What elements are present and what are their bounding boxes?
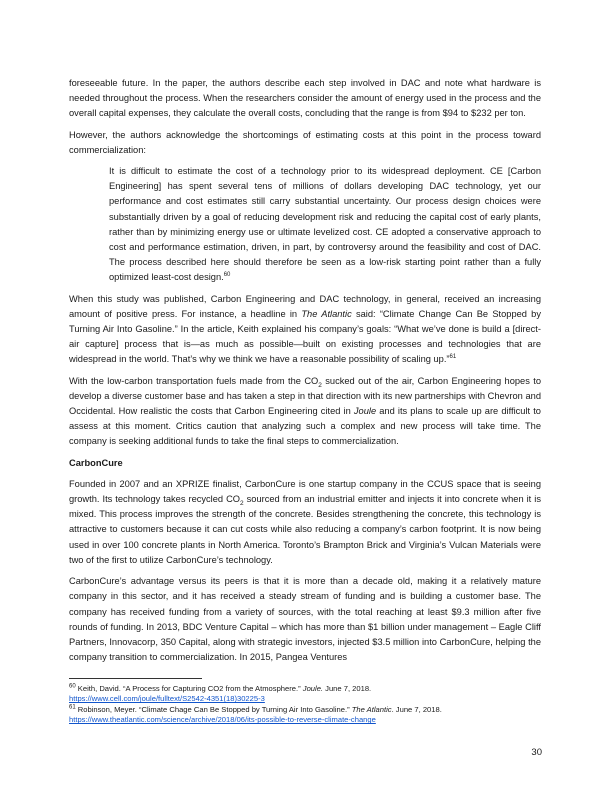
- text-run: and its plans to scale up are difficult to assess at this moment. Critics caution that analyzing such a complex and new process will take time. The company is seeking additional funds to take the final steps to commercialization.: [69, 406, 541, 447]
- body-text: [69, 76, 541, 671]
- text-run: With the low-carbon transportation fuels made from the CO: [69, 375, 319, 386]
- footnote-link[interactable]: https://www.theatlantic.com/science/archive/2018/06/its-possible-to-reverse-climate-change: [69, 715, 376, 725]
- quote-text: It is difficult to estimate the cost of a technology prior to its widespread deployment. CE [Carbon Engineering] has spent several tens of millions of dollars developing DAC technology, yet our performance and cost estimates still carry substantial uncertainty. Our process design choices were substantially driven by a goal of reducing development risk and reducing the capital cost of early plants, rather than by minimizing energy use or ultimate levelized cost. CE adopted a conservative approach to cost and performance estimation, driven, in part, by controversy around the feasibility and cost of DAC. The process described here should therefore be seen as a low-risk starting point rather than a fully optimized least-cost design.: [109, 166, 541, 283]
- footnote-60: [69, 684, 541, 705]
- publication-title: The Atlantic: [351, 704, 392, 714]
- footnote-ref-60: 60: [223, 272, 231, 279]
- paragraph: However, the authors acknowledge the shortcomings of estimating costs at this point in the process toward commercialization:: [69, 129, 541, 155]
- paragraph: [69, 477, 541, 568]
- footnote-text: June 7, 2018.: [323, 684, 372, 693]
- footnotes: [69, 684, 541, 726]
- text-run: When this study was published, Carbon Engineering and DAC technology, in general, received an increasing amount of positive press. For instance, a headline in: [69, 293, 541, 319]
- text-run: sourced from an industrial emitter and injects it into concrete when it is mixed. This process improves the strength of the concrete. Besides strengthening the concrete, this technology is attractive to customers because it can cut costs while also reducing a company’s carbon footprint. It is now being used in over 100 concrete plants in North America. Toronto’s Brampton Brick and Virginia’s Vulcan Materials were two of the first to utilize CarbonCure’s technology.: [69, 494, 541, 565]
- section-heading: CarbonCure: [69, 457, 123, 468]
- text-run: said: “Climate Change Can Be Stopped by Turning Air Into Gasoline.” In the article, Keith explained his company’s goals: “What we’ve done is build a [direct-air capture] process that is—as much as possible—built on existing processes and technologies that are widespread in the world. That’s why we think we have a reasonable possibility of scaling up.”: [69, 308, 541, 365]
- footnote-link[interactable]: https://www.cell.com/joule/fulltext/S2542-4351(18)30225-3: [69, 694, 265, 704]
- paragraph: CarbonCure’s advantage versus its peers is that it is more than a decade old, making it a relatively mature company in this sector, and it has received a steady stream of funding and is building a customer base. The company has received funding from a variety of sources, with the total reaching at least $9.3 million after five rounds of funding. In 2013, BDC Venture Capital – which has more than $1 billion under management – Eagle Cliff Partners, Innovacorp, 350 Capital, along with strategic investors, injected $3.5 million into CarbonCure, helping the company transition to commercialization. In 2015, Pangea Ventures: [69, 576, 541, 663]
- publication-title: Joule.: [302, 684, 324, 693]
- footnote-ref-61: 61: [449, 354, 457, 361]
- footnote-text: . June 7, 2018.: [391, 704, 442, 714]
- footnote-text: Robinson, Meyer. “Climate Chage Can Be Stopped by Turning Air Into Gasoline.”: [75, 704, 352, 714]
- text-run: Founded in 2007 and an XPRIZE finalist, CarbonCure is one startup company in the CCUS space that is seeing growth. Its technology takes recycled CO: [69, 478, 541, 505]
- publication-title: Joule: [353, 406, 377, 417]
- subscript: 2: [240, 499, 244, 507]
- paragraph: [69, 292, 541, 368]
- footnote-text: Keith, David. “A Process for Capturing CO2 from the Atmosphere.”: [75, 684, 303, 693]
- footnote-number: 60: [69, 683, 76, 690]
- block-quote: [109, 164, 541, 286]
- publication-title: The Atlantic: [301, 308, 352, 319]
- subscript: 2: [318, 381, 322, 389]
- footnote-number: 61: [69, 704, 76, 711]
- paragraph: foreseeable future. In the paper, the authors describe each step involved in DAC and note what hardware is needed throughout the process. When the researchers consider the amount of energy used in the process and the overall capital expenses, they calculate the overall costs, concluding that the range is from $94 to $232 per ton.: [69, 78, 541, 119]
- paragraph: [69, 374, 541, 450]
- text-run: sucked out of the air, Carbon Engineering hopes to develop a diverse customer base and has taken a step in that direction with its new partnerships with Chevron and Occidental. How realistic the costs that Carbon Engineering cited in: [69, 375, 541, 417]
- footnote-61: [69, 705, 541, 726]
- page-number: 30: [531, 747, 542, 758]
- footnote-divider: [69, 678, 202, 679]
